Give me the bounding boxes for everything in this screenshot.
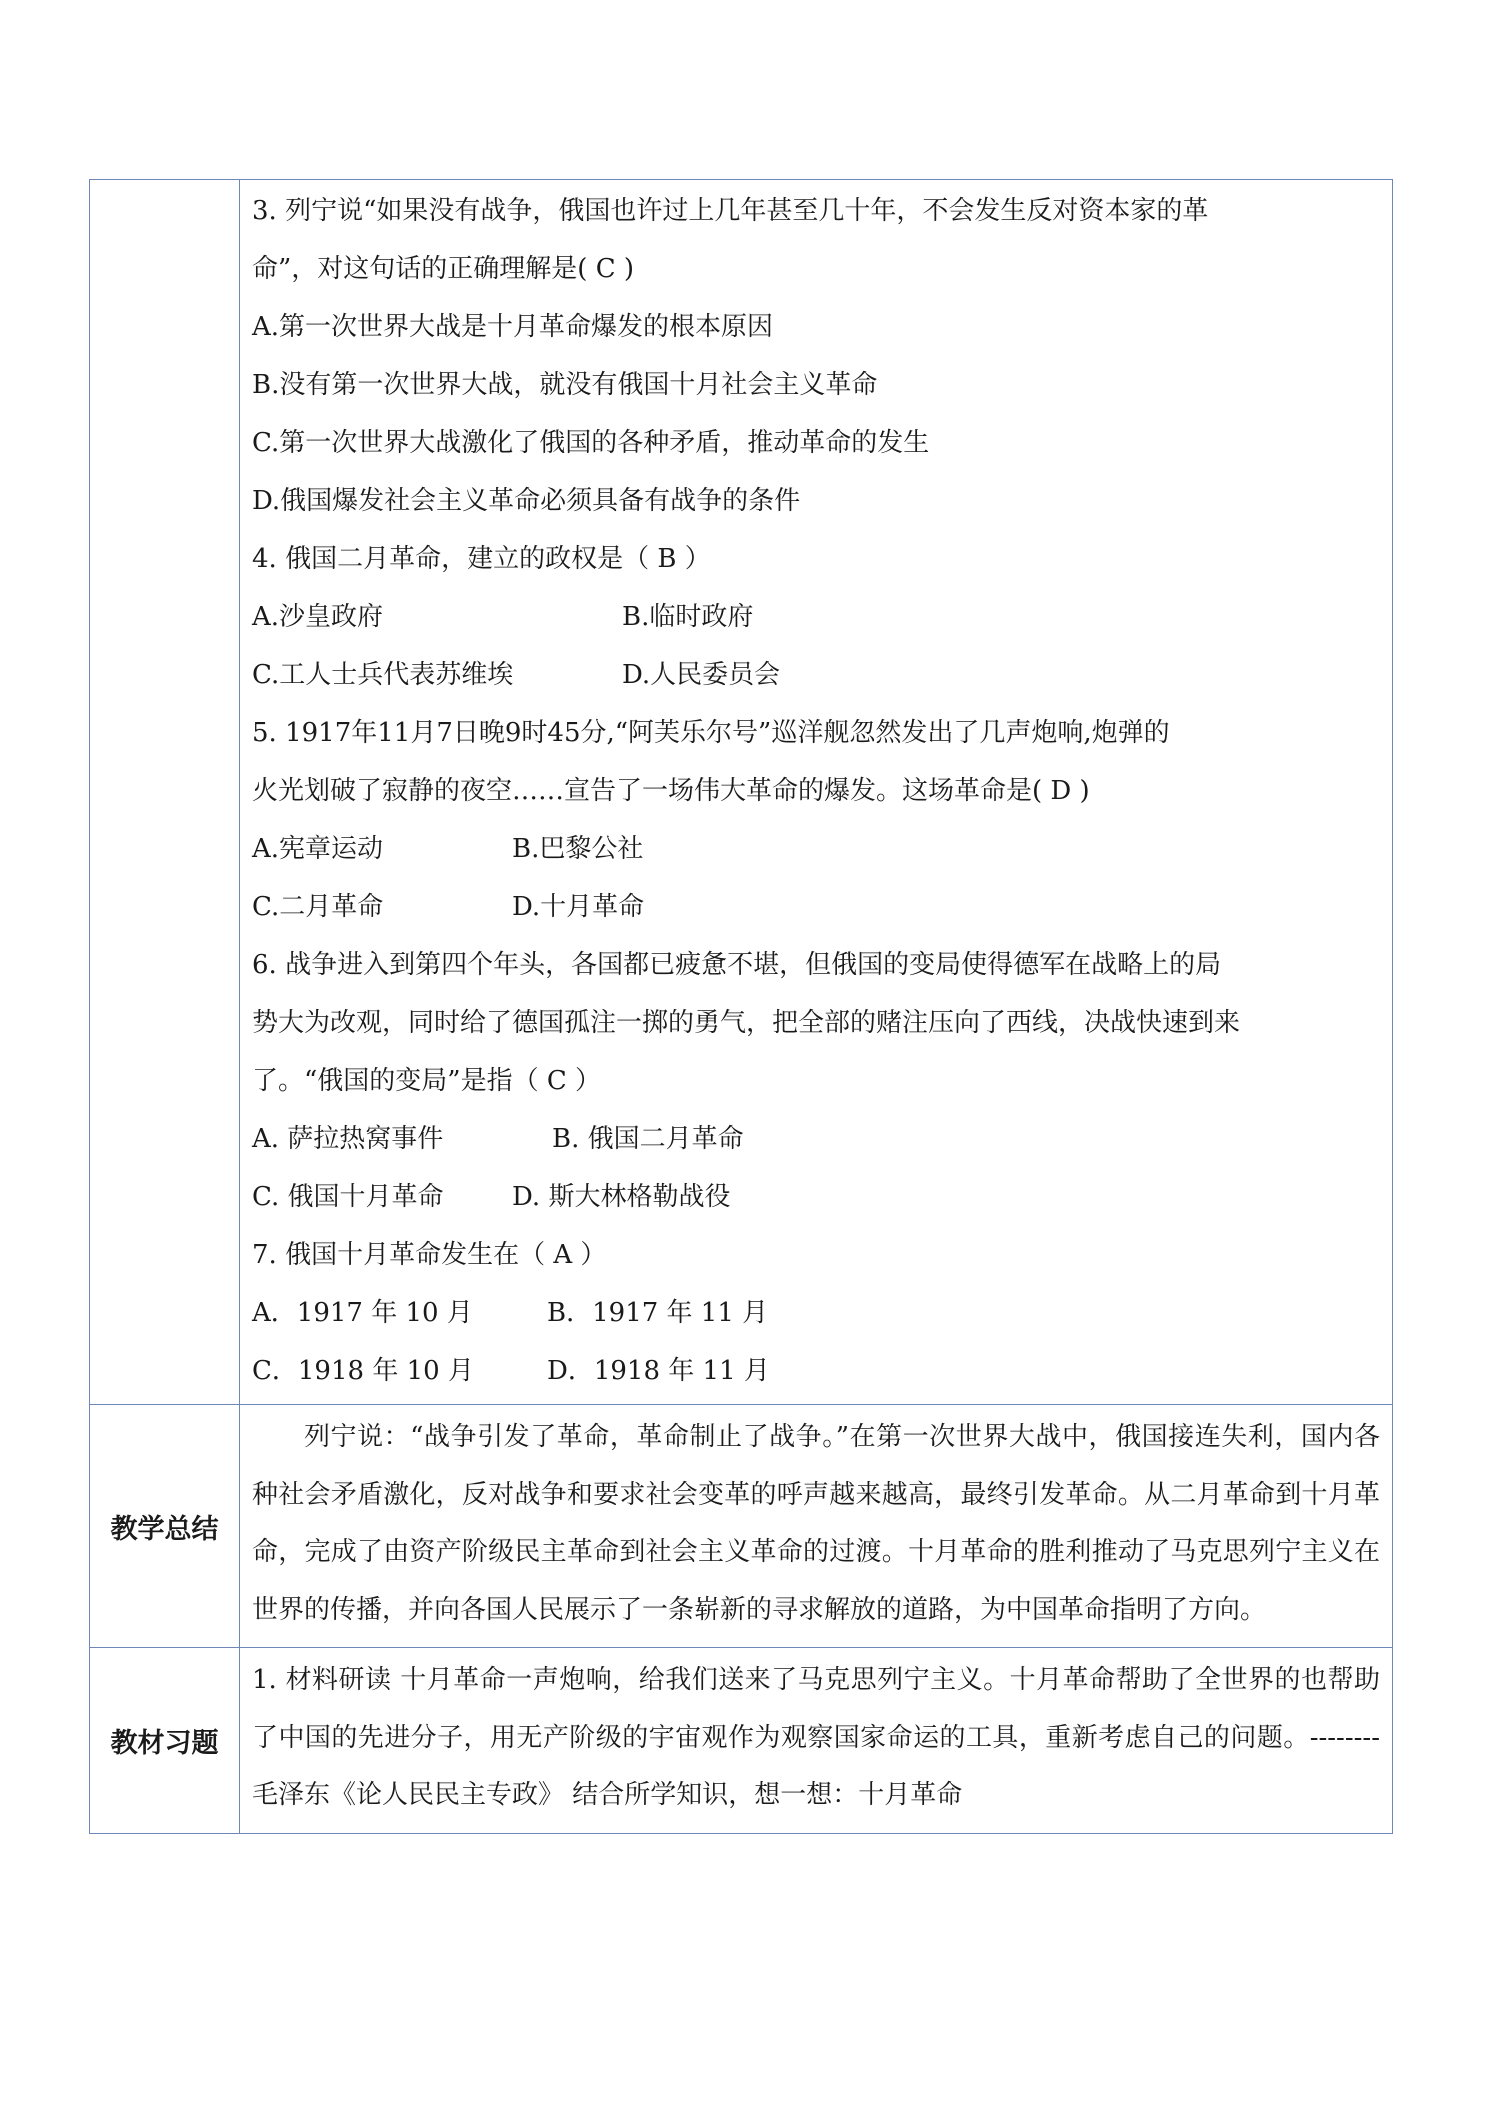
- q5-options-row-1: [252, 820, 1380, 878]
- q7-stem: 7. 俄国十月革命发生在（ A ）: [252, 1240, 607, 1270]
- q5-options-row-2: [252, 878, 1380, 936]
- q6-stem-line-3: 了。“俄国的变局”是指（ C ）: [252, 1066, 602, 1096]
- exercise-label: 教材习题: [90, 1648, 240, 1834]
- summary-content-cell: [240, 1405, 1393, 1648]
- q5-stem-line-1: 5. 1917年11月7日晚9时45分,“阿芙乐尔号”巡洋舰忽然发出了几声炮响,炮弹的: [252, 718, 1170, 748]
- q7-options-row-1: [252, 1284, 1380, 1342]
- lesson-plan-table: [89, 179, 1393, 1834]
- q7-option-c: C．1918 年 10 月: [252, 1356, 474, 1386]
- q6-option-b: B. 俄国二月革命: [552, 1124, 744, 1154]
- questions-content-cell: [240, 180, 1393, 1405]
- q7-option-d: D．1918 年 11 月: [547, 1356, 770, 1386]
- q4-option-b: B.临时政府: [622, 602, 754, 632]
- q4-options-row-2: [252, 646, 1380, 704]
- q4-options-row-1: [252, 588, 1380, 646]
- q4-option-d: D.人民委员会: [622, 660, 781, 690]
- summary-text: 列宁说：“战争引发了革命，革命制止了战争。”在第一次世界大战中，俄国接连失利，国内各种社会矛盾激化，反对战争和要求社会变革的呼声越来越高，最终引发革命。从二月革命到十月革命，完成了由资产阶级民主革命到社会主义革命的过渡。十月革命的胜利推动了马克思列宁主义在世界的传播，并向各国人民展示了一条崭新的寻求解放的道路，为中国革命指明了方向。: [252, 1422, 1380, 1625]
- q5-option-a: A.宪章运动: [252, 834, 384, 864]
- summary-row: [90, 1405, 1393, 1648]
- q7-option-a: A．1917 年 10 月: [252, 1298, 473, 1328]
- summary-label: 教学总结: [90, 1405, 240, 1648]
- q6-option-c: C. 俄国十月革命: [252, 1182, 444, 1212]
- q3-stem-line-2: 命”，对这句话的正确理解是( C ): [252, 254, 635, 284]
- q6-stem-line-2: 势大为改观，同时给了德国孤注一掷的勇气，把全部的赌注压向了西线，决战快速到来: [252, 1008, 1241, 1038]
- q3-option-b: B.没有第一次世界大战，就没有俄国十月社会主义革命: [252, 370, 878, 400]
- q3-stem-line-1: 3. 列宁说“如果没有战争，俄国也许过上几年甚至几十年，不会发生反对资本家的革: [252, 196, 1209, 226]
- exercise-text: 1. 材料研读 十月革命一声炮响，给我们送来了马克思列宁主义。十月革命帮助了全世界的也帮助了中国的先进分子，用无产阶级的宇宙观作为观察国家命运的工具，重新考虑自己的问题。--------毛泽东《论人民民主专政》 结合所学知识，想一想：十月革命: [252, 1665, 1380, 1810]
- q3-option-d: D.俄国爆发社会主义革命必须具备有战争的条件: [252, 486, 801, 516]
- questions-label-cell: [90, 180, 240, 1405]
- q6-stem-line-1: 6. 战争进入到第四个年头，各国都已疲惫不堪，但俄国的变局使得德军在战略上的局: [252, 950, 1222, 980]
- q5-option-d: D.十月革命: [512, 892, 645, 922]
- q6-options-row-1: [252, 1110, 1380, 1168]
- q7-options-row-2: [252, 1342, 1380, 1400]
- q5-option-c: C.二月革命: [252, 892, 384, 922]
- q6-option-a: A. 萨拉热窝事件: [252, 1124, 444, 1154]
- q6-options-row-2: [252, 1168, 1380, 1226]
- q4-stem: 4. 俄国二月革命，建立的政权是（ B ）: [252, 544, 711, 574]
- q5-stem-line-2: 火光划破了寂静的夜空……宣告了一场伟大革命的爆发。这场革命是( D ): [252, 776, 1090, 806]
- q3-option-c: C.第一次世界大战激化了俄国的各种矛盾，推动革命的发生: [252, 428, 930, 458]
- q6-option-d: D. 斯大林格勒战役: [512, 1182, 731, 1212]
- q4-option-a: A.沙皇政府: [252, 602, 384, 632]
- exercise-content-cell: [240, 1648, 1393, 1834]
- q7-option-b: B．1917 年 11 月: [547, 1298, 769, 1328]
- q3-option-a: A.第一次世界大战是十月革命爆发的根本原因: [252, 312, 774, 342]
- questions-row: [90, 180, 1393, 1405]
- exercise-row: [90, 1648, 1393, 1834]
- q5-option-b: B.巴黎公社: [512, 834, 644, 864]
- q4-option-c: C.工人士兵代表苏维埃: [252, 660, 514, 690]
